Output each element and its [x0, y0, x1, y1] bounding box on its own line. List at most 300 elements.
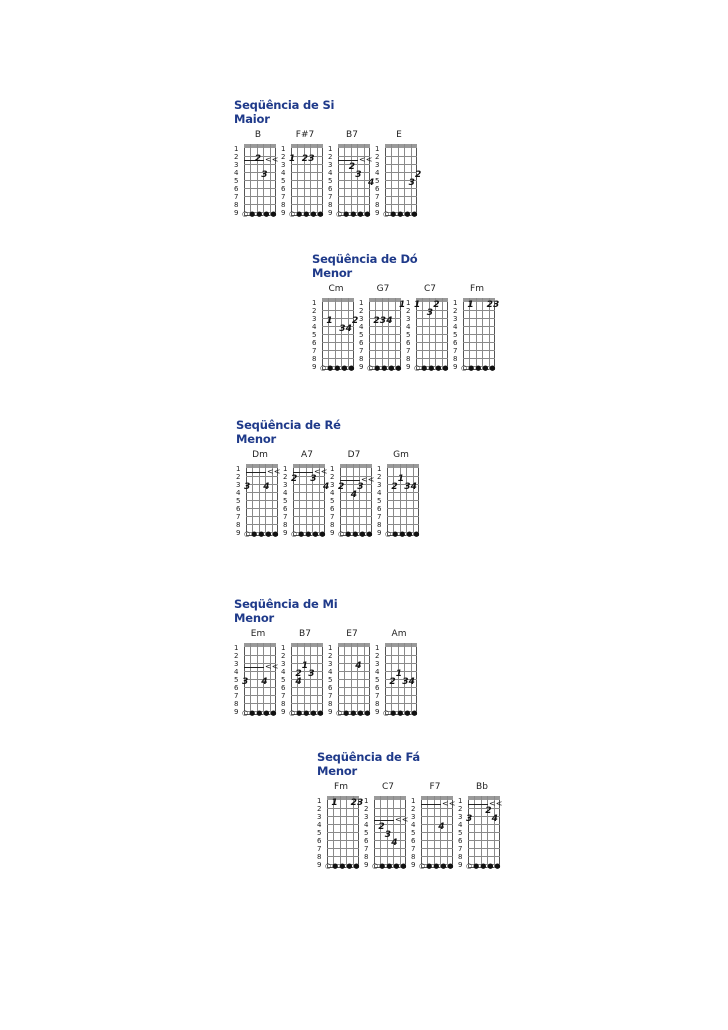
finger-number: 4 [295, 677, 302, 687]
fret-number: 4 [458, 821, 463, 829]
fret-number: 7 [236, 513, 241, 521]
fret-number: 8 [364, 853, 369, 861]
fret-line [244, 655, 276, 656]
fret-line [322, 310, 354, 311]
chord-diagram [328, 130, 376, 238]
fret-number: 3 [234, 161, 239, 169]
fret-number: 2 [375, 652, 380, 660]
finger-number: 3 [402, 677, 409, 687]
fret-number: 8 [236, 521, 241, 529]
finger-number: 4 [368, 178, 375, 188]
fret-line [463, 326, 495, 327]
fret-line [416, 350, 448, 351]
fret-number: 4 [359, 323, 364, 331]
fret-number: 7 [377, 513, 382, 521]
section-title: Seqüência de Fá [317, 750, 420, 764]
section-title: Seqüência de Si [234, 98, 335, 112]
barre-line [246, 472, 266, 473]
fret-number: 7 [375, 193, 380, 201]
fret-line [293, 516, 325, 517]
barre-arrow-icon: << [267, 467, 281, 476]
section-title: Seqüência de Ré [236, 418, 341, 432]
fret-line [246, 508, 278, 509]
fret-number: 4 [328, 169, 333, 177]
fret-number: 9 [375, 209, 380, 217]
fret-line [463, 310, 495, 311]
fret-line [369, 310, 401, 311]
finger-number: 2 [373, 316, 380, 326]
fret-number: 9 [330, 529, 335, 537]
string-markers: ○●●●● [383, 210, 419, 218]
fret-number: 9 [458, 861, 463, 869]
finger-number: 4 [386, 316, 393, 326]
finger-number: 3 [408, 178, 415, 188]
fret-line [327, 832, 359, 833]
fret-line [416, 334, 448, 335]
fret-number: 9 [453, 363, 458, 371]
chord-name: G7 [376, 284, 390, 294]
finger-number: 2 [338, 482, 345, 492]
finger-number: 3 [339, 324, 346, 334]
fret-number: 2 [236, 473, 241, 481]
fret-number: 7 [234, 193, 239, 201]
fret-number: 5 [234, 676, 239, 684]
finger-number: 2 [391, 482, 398, 492]
fret-number: 5 [234, 177, 239, 185]
fret-number: 8 [375, 201, 380, 209]
barre-arrow-icon: << [314, 467, 328, 476]
fret-line [327, 808, 359, 809]
fret-number: 6 [236, 505, 241, 513]
fret-number: 7 [281, 193, 286, 201]
fret-line [291, 687, 323, 688]
string-markers: ○●●●● [289, 709, 325, 717]
chord-diagram [236, 450, 284, 558]
finger-number: 2 [352, 316, 359, 326]
fret-number: 1 [328, 145, 333, 153]
finger-number: 3 [261, 170, 268, 180]
fret-line [244, 671, 276, 672]
chord-diagram [364, 782, 412, 890]
fret-line [244, 164, 276, 165]
fretboard-grid [338, 144, 375, 220]
barre-line [293, 472, 313, 473]
fret-line [416, 326, 448, 327]
barre-line [421, 804, 441, 805]
fret-number: 5 [330, 497, 335, 505]
barre-arrow-icon: << [395, 815, 409, 824]
fret-number: 5 [281, 676, 286, 684]
barre-line [374, 820, 394, 821]
fret-number: 8 [281, 201, 286, 209]
fret-number: 7 [317, 845, 322, 853]
fret-number: 5 [406, 331, 411, 339]
fret-line [385, 172, 417, 173]
fret-line [387, 508, 419, 509]
fret-number: 7 [375, 692, 380, 700]
fretboard-grid [421, 796, 456, 872]
fret-number: 1 [411, 797, 416, 805]
fret-number: 6 [281, 185, 286, 193]
barre-arrow-icon: << [489, 799, 503, 808]
fret-number: 1 [375, 145, 380, 153]
fret-line [293, 492, 325, 493]
fret-line [244, 687, 276, 688]
fret-line [291, 196, 323, 197]
fret-line [374, 856, 406, 857]
fret-line [338, 655, 370, 656]
chord-name: E7 [346, 629, 358, 639]
fret-line [291, 204, 323, 205]
fret-line [244, 695, 276, 696]
fret-line [322, 334, 354, 335]
finger-number: 4 [391, 838, 398, 848]
fret-line [338, 663, 370, 664]
fret-number: 3 [411, 813, 416, 821]
fret-line [322, 342, 354, 343]
fret-line [293, 524, 325, 525]
fret-number: 4 [234, 668, 239, 676]
fret-number: 3 [377, 481, 382, 489]
fret-line [291, 180, 323, 181]
fretboard-nut [385, 144, 417, 148]
fret-line [416, 358, 448, 359]
fret-line [340, 524, 372, 525]
fret-line [421, 824, 453, 825]
chord-diagram [234, 629, 282, 737]
fret-line [369, 350, 401, 351]
fret-number: 3 [234, 660, 239, 668]
fret-line [463, 342, 495, 343]
section-subtitle: Menor [234, 611, 275, 625]
fret-line [244, 679, 276, 680]
finger-number: 1 [467, 300, 474, 310]
chord-section [234, 98, 422, 218]
fret-line [374, 848, 406, 849]
fret-line [338, 703, 370, 704]
chord-section [312, 252, 500, 372]
fret-line [387, 516, 419, 517]
fret-line [338, 204, 370, 205]
fret-line [416, 318, 448, 319]
finger-number: 4 [323, 482, 330, 492]
fret-line [322, 350, 354, 351]
fretboard-nut [338, 643, 370, 647]
finger-number: 1 [414, 300, 421, 310]
fret-line [327, 824, 359, 825]
chord-diagram [283, 450, 331, 558]
fret-number: 6 [281, 684, 286, 692]
fret-line [340, 508, 372, 509]
fret-number: 4 [236, 489, 241, 497]
fretboard-nut [291, 643, 323, 647]
fret-number: 5 [283, 497, 288, 505]
fretboard-grid [322, 298, 359, 374]
fret-number: 7 [283, 513, 288, 521]
fret-line [369, 326, 401, 327]
fret-line [463, 358, 495, 359]
fret-number: 3 [312, 315, 317, 323]
fret-line [385, 663, 417, 664]
fret-number: 2 [312, 307, 317, 315]
fret-number: 7 [328, 692, 333, 700]
fret-number: 3 [328, 660, 333, 668]
string-markers: ○●●●● [461, 364, 497, 372]
finger-number: 4 [438, 822, 445, 832]
fret-number: 3 [458, 813, 463, 821]
fret-line [421, 848, 453, 849]
fret-line [468, 824, 500, 825]
chord-name: Cm [328, 284, 344, 294]
fret-line [291, 655, 323, 656]
fret-line [322, 358, 354, 359]
fret-number: 9 [359, 363, 364, 371]
chord-diagram [458, 782, 506, 890]
fretboard-grid [242, 643, 279, 719]
fret-number: 6 [364, 837, 369, 845]
fret-line [468, 848, 500, 849]
fretboard-grid [244, 144, 279, 220]
fret-line [463, 350, 495, 351]
finger-number: 3 [384, 830, 392, 840]
fretboard-grid [463, 298, 500, 374]
fret-number: 8 [234, 700, 239, 708]
fret-number: 3 [330, 481, 335, 489]
fret-number: 9 [283, 529, 288, 537]
fret-number: 7 [453, 347, 458, 355]
chord-diagram [406, 284, 454, 392]
fret-line [463, 334, 495, 335]
finger-number: 4 [350, 490, 358, 500]
fretboard-grid [291, 643, 323, 719]
fretboard-nut [374, 796, 406, 800]
fret-number: 1 [453, 299, 458, 307]
chord-name: Fm [334, 782, 348, 792]
fret-number: 2 [281, 652, 286, 660]
finger-number: 1 [395, 669, 403, 679]
finger-number: 1 [326, 316, 333, 326]
fret-number: 1 [377, 465, 382, 473]
fret-number: 8 [377, 521, 382, 529]
fretboard-nut [385, 643, 417, 647]
fret-number: 8 [281, 700, 286, 708]
fret-number: 3 [375, 161, 380, 169]
chord-name: Am [391, 629, 407, 639]
barre-arrow-icon: << [361, 475, 375, 484]
fret-number: 5 [328, 177, 333, 185]
fret-number: 6 [330, 505, 335, 513]
section-title: Seqüência de Mi [234, 597, 338, 611]
chord-diagram [317, 782, 365, 890]
fret-line [387, 500, 419, 501]
fret-number: 4 [281, 169, 286, 177]
section-subtitle: Maior [234, 112, 270, 126]
fret-line [387, 524, 419, 525]
fret-number: 5 [312, 331, 317, 339]
barre-line [338, 160, 358, 161]
string-markers: ○●●●● [336, 709, 372, 717]
chord-name: E [396, 130, 402, 140]
fret-line [244, 703, 276, 704]
fret-line [338, 180, 370, 181]
finger-number: 3 [357, 798, 364, 808]
string-markers: ○●●●● [336, 210, 372, 218]
fretboard-nut [387, 464, 419, 468]
fret-number: 2 [453, 307, 458, 315]
fret-number: 2 [283, 473, 288, 481]
chord-name: B7 [346, 130, 358, 140]
string-markers: ○●●●● [244, 530, 280, 538]
string-markers: ○●●●● [338, 530, 374, 538]
fret-number: 4 [406, 323, 411, 331]
fret-number: 3 [236, 481, 241, 489]
fret-number: 5 [458, 829, 463, 837]
fret-number: 9 [328, 708, 333, 716]
chord-section [236, 418, 421, 538]
string-markers: ○●●●● [320, 364, 356, 372]
fret-number: 6 [377, 505, 382, 513]
fret-number: 5 [377, 497, 382, 505]
finger-number: 3 [355, 170, 362, 180]
fret-number: 4 [453, 323, 458, 331]
fret-number: 5 [375, 177, 380, 185]
finger-number: 3 [310, 474, 317, 484]
chord-diagram [411, 782, 459, 890]
fret-line [468, 840, 500, 841]
finger-number: 2 [415, 170, 422, 180]
fret-line [291, 172, 323, 173]
fret-line [244, 172, 276, 173]
finger-number: 4 [263, 482, 270, 492]
fret-number: 3 [453, 315, 458, 323]
finger-number: 3 [242, 677, 249, 687]
finger-number: 4 [410, 482, 417, 492]
finger-number: 1 [289, 154, 296, 164]
fret-number: 6 [359, 339, 364, 347]
fret-line [293, 508, 325, 509]
chord-name: F#7 [295, 130, 315, 140]
barre-arrow-icon: << [265, 155, 279, 164]
fret-line [463, 318, 495, 319]
fret-line [338, 687, 370, 688]
fret-number: 8 [330, 521, 335, 529]
finger-number: 3 [308, 154, 315, 164]
fret-number: 4 [234, 169, 239, 177]
barre-arrow-icon: << [359, 155, 373, 164]
fret-number: 3 [375, 660, 380, 668]
fret-number: 8 [411, 853, 416, 861]
finger-number: 4 [261, 677, 268, 687]
fret-number: 4 [281, 668, 286, 676]
finger-number: 2 [486, 300, 493, 310]
fretboard-grid [416, 298, 448, 374]
fret-line [338, 695, 370, 696]
fret-line [246, 476, 278, 477]
fret-number: 6 [328, 185, 333, 193]
fret-number: 8 [328, 700, 333, 708]
fret-number: 2 [328, 652, 333, 660]
chord-name: C7 [423, 284, 436, 294]
fret-number: 5 [281, 177, 286, 185]
fret-number: 3 [359, 315, 364, 323]
fret-number: 4 [411, 821, 416, 829]
string-markers: ○●●●● [242, 210, 278, 218]
chord-diagram [312, 284, 360, 392]
fret-line [327, 840, 359, 841]
fret-number: 5 [453, 331, 458, 339]
fret-number: 2 [458, 805, 463, 813]
fret-number: 6 [328, 684, 333, 692]
finger-number: 3 [426, 308, 434, 318]
fret-number: 3 [281, 161, 286, 169]
fret-number: 2 [359, 307, 364, 315]
fretboard-nut [244, 643, 276, 647]
finger-number: 3 [244, 482, 251, 492]
fret-number: 1 [359, 299, 364, 307]
section-subtitle: Menor [312, 266, 353, 280]
string-markers: ○●●●● [466, 862, 502, 870]
fret-number: 7 [312, 347, 317, 355]
fret-number: 8 [359, 355, 364, 363]
fret-number: 3 [281, 660, 286, 668]
fret-number: 3 [364, 813, 369, 821]
fret-number: 9 [312, 363, 317, 371]
fret-number: 8 [458, 853, 463, 861]
fret-line [385, 703, 417, 704]
fret-number: 1 [328, 644, 333, 652]
section-title: Seqüência de Dó [312, 252, 418, 266]
chord-name: B [254, 130, 262, 140]
fret-number: 1 [281, 145, 286, 153]
fret-line [293, 476, 325, 477]
chord-name: Fm [470, 284, 484, 294]
chord-name: Gm [393, 450, 409, 460]
fret-number: 1 [330, 465, 335, 473]
finger-number: 3 [308, 669, 315, 679]
fret-number: 8 [283, 521, 288, 529]
fret-number: 3 [283, 481, 288, 489]
finger-number: 2 [378, 822, 385, 832]
fret-line [246, 484, 278, 485]
chord-diagram [377, 450, 425, 558]
fret-number: 2 [317, 805, 322, 813]
fret-number: 6 [406, 339, 411, 347]
fret-number: 9 [234, 708, 239, 716]
fret-number: 4 [364, 821, 369, 829]
fret-line [468, 808, 500, 809]
fretboard-grid [291, 144, 323, 220]
fret-number: 9 [377, 529, 382, 537]
string-markers: ○●●●● [325, 862, 361, 870]
fret-number: 1 [458, 797, 463, 805]
chord-name: Bb [476, 782, 488, 792]
string-markers: ○●●●● [367, 364, 403, 372]
fret-line [385, 204, 417, 205]
fret-number: 5 [317, 829, 322, 837]
chord-name: Dm [252, 450, 268, 460]
fret-number: 2 [411, 805, 416, 813]
chord-name: D7 [347, 450, 361, 460]
fret-number: 1 [236, 465, 241, 473]
finger-number: 4 [408, 677, 415, 687]
string-markers: ○●●●● [289, 210, 325, 218]
fret-line [369, 334, 401, 335]
fret-number: 8 [375, 700, 380, 708]
fret-number: 2 [328, 153, 333, 161]
fret-number: 4 [375, 169, 380, 177]
finger-number: 2 [485, 806, 492, 816]
finger-number: 2 [348, 162, 356, 172]
